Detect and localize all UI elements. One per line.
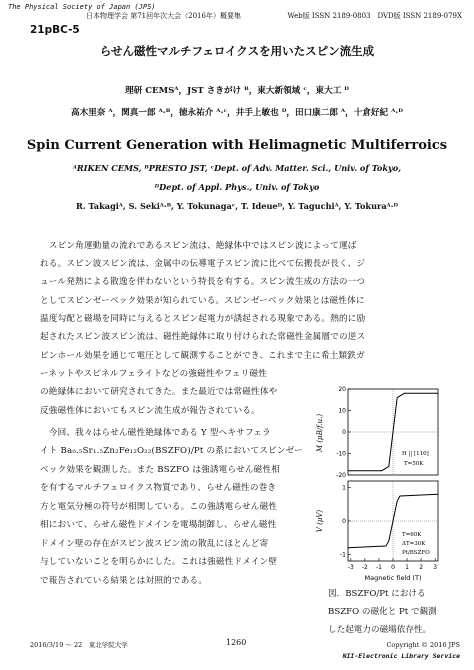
english-authors: R. Takagiᴬ, S. Sekiᴬ·ᴮ, Y. Tokunagaᶜ, T. Ideueᴰ, Y. Taguchiᴬ, Y. Tokuraᴬ·ᴰ [75, 201, 398, 211]
figure-caption-line: した起電力の磁場依存性。 [328, 625, 432, 635]
body-line: れる。スピン波スピン流は、金属中の伝導電子スピン流に比べて伝搬長が長く、ジ [40, 259, 366, 269]
footer-copyright: Copyright © 2016 JPS [386, 641, 460, 649]
body-line: を有するマルチフェロイクス物質であり、らせん磁性の巻き [40, 483, 277, 493]
body-line: で報告されている結果とは対照的である。 [40, 576, 208, 586]
top-ytick-label: -10 [336, 450, 346, 458]
top-annotation-temperature: T=50K [404, 461, 424, 467]
body-line: 今回、我々はらせん磁性絶縁体である Y 型ヘキサフェラ [40, 428, 271, 438]
body-line: の絶縁体において研究されてきた。また最近では常磁性体や [40, 387, 278, 397]
xtick-label: 1 [405, 564, 409, 571]
session-code: 21pBC-5 [30, 24, 80, 36]
body-line: スピン角運動量の流れであるスピン流は、絶縁体中ではスピン波によって運ば [40, 241, 357, 251]
footer-library-service: NII-Electronic Library Service [342, 652, 460, 660]
bottom-panel-ylabel: V (μV) [316, 509, 324, 533]
body-line: イト Ba₀.₅Sr₁.₅Zn₂Fe₁₂O₂₂(BSZFO)/Pt の系においてスピンゼー [40, 446, 303, 456]
bottom-ytick-label: 0 [342, 518, 346, 525]
body-line: としてスピンゼーベック効果が知られている。スピンゼーベック効果とは磁性体に [40, 296, 365, 306]
figure-caption-line: BSZFO の磁化と Pt で観測 [328, 607, 437, 617]
body-line: 方と電気分極の符号が相関している。この強誘電らせん磁性 [40, 502, 278, 512]
bottom-annotation-gradient: ΔT=30K [402, 541, 426, 547]
body-line: ーネットやスピネルフェライトなどの強磁性やフェリ磁性 [40, 369, 268, 379]
top-annotation-direction: H || [110] [402, 451, 429, 457]
body-line: ピンホール効果を通じて電圧として観測することができ、これまで主に希土類鉄ガ [40, 351, 365, 361]
top-ytick-label: 20 [338, 386, 346, 393]
bottom-ytick-label: -1 [340, 551, 346, 559]
body-line: ュール発熱による散逸を伴わないという特長を有する。スピン流生成の方法の一つ [40, 277, 366, 287]
top-ytick-label: 0 [342, 429, 346, 436]
body-line: ベック効果を観測した。また BSZFO は強誘電らせん磁性相 [40, 465, 281, 475]
english-affiliation-line-2: ᴰDept. of Appl. Phys., Univ. of Tokyo [154, 182, 320, 192]
top-ytick-label: 10 [338, 407, 346, 415]
meeting-header: 日本物理学会 第71回年次大会（2016年）概要集 [86, 12, 241, 20]
japanese-authors: 高木里奈 ᴬ，関真一郎 ᴬ·ᴮ，徳永祐介 ᴬ·ᶜ，井手上敏也 ᴰ，田口康二郎 ᴬ，十倉好紀 ᴬ·ᴰ [71, 108, 403, 118]
xtick-label: -2 [361, 564, 368, 571]
english-title: Spin Current Generation with Helimagnetic Multiferroics [26, 138, 448, 153]
xtick-label: 2 [419, 564, 424, 571]
body-line: 相において、らせん磁性ドメインを電場制御し、らせん磁性 [40, 520, 277, 530]
body-line: 与していないことを明らかにした。これは強磁性ドメイン壁 [40, 557, 278, 567]
figure-caption-line: 図．BSZFO/Pt における [328, 589, 426, 599]
page-number: 1260 [226, 638, 247, 647]
figure-top-panel [316, 386, 438, 479]
footer-date-venue: 2016/3/19 ～ 22 東北学院大学 [30, 641, 128, 649]
society-header: The Physical Society of Japan (JPS) [8, 3, 156, 11]
figure-bottom-panel [316, 481, 438, 582]
body-line: 起されたスピン波スピン流は、磁性絶縁体に取り付けられた常磁性金属層での逆ス [40, 332, 366, 342]
top-panel-ylabel: M (μB/f.u.) [316, 413, 324, 453]
figure-magnetization-voltage [310, 385, 442, 583]
xtick-label: 3 [433, 564, 438, 571]
japanese-affiliations: 理研 CEMSᴬ，JST さきがけ ᴮ，東大新領域 ᶜ，東大工 ᴰ [125, 86, 349, 96]
top-ytick-label: -20 [336, 472, 346, 479]
japanese-title: らせん磁性マルチフェロイクスを用いたスピン流生成 [99, 44, 375, 58]
body-line: 温度勾配と磁場を同時に与えるとスピン起電力が誘起される現象である。熱的に励 [40, 314, 366, 324]
xtick-label: -1 [375, 564, 382, 571]
xtick-label: -3 [347, 564, 354, 571]
bottom-ytick-label: 1 [342, 484, 346, 492]
body-line: 反強磁性体においてもスピン流生成が報告されている。 [40, 406, 260, 416]
bottom-annotation-temperature: T=60K [402, 532, 422, 538]
bottom-annotation-sample: Pt/BSZFO [402, 550, 430, 556]
figure-xlabel: Magnetic field (T) [364, 574, 422, 582]
xtick-label: 0 [391, 564, 395, 571]
english-affiliation-line-1: ᴬRIKEN CEMS, ᴮPRESTO JST, ᶜDept. of Adv. Matter. Sci., Univ. of Tokyo, [72, 163, 402, 173]
body-line: ドメイン壁の存在がスピン波スピン流の散乱にほとんど寄 [40, 539, 269, 549]
issn-header: Web版 ISSN 2189-0803 DVD版 ISSN 2189-079X [287, 12, 462, 20]
